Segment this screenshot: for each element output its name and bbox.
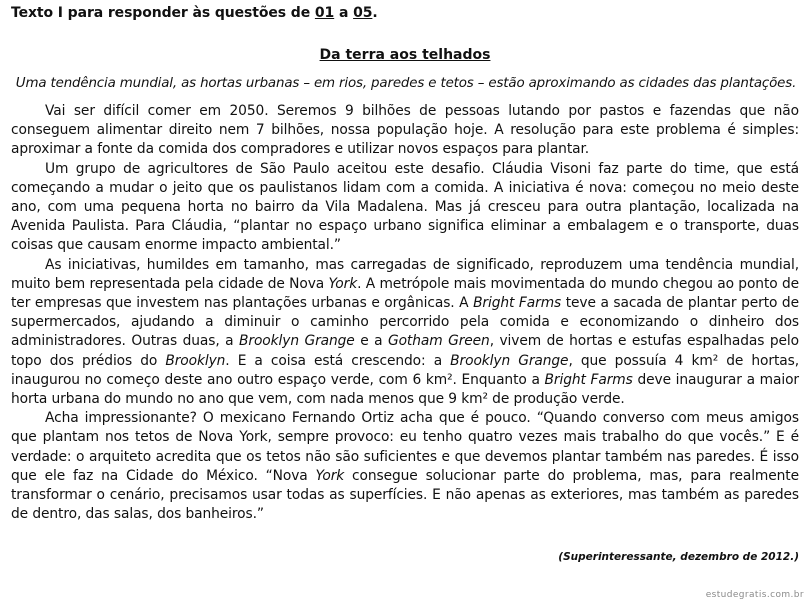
paragraph-text: . A metrópole mais movimentada do mundo chegou ao ponto de ter empresas que investem nas plantações urbanas e orgânicas. A [11,275,799,312]
paragraph-text: , vivem de hortas e estufas espalhadas pelo topo dos prédios do [11,333,800,369]
italic-term: York [328,275,358,292]
italic-term: Brooklyn [165,352,226,369]
italic-term: Bright Farms [473,295,562,312]
header-prefix: Texto I para responder às questões de [11,5,315,21]
paragraph-text: Um grupo de agricultores de São Paulo aceitou este desafio. Cláudia Visoni faz parte do time, que está começando a mudar o jeito que os paulistanos lidam com a comida. A iniciativa é nova: começou no meio deste ano, com uma pequena horta no bairro da Vila Madalena. Mas já cresceu para outra plantação, localizada na Avenida Paulista. Para Cláudia, “plantar no espaço urbano significa eliminar a embalagem e o transporte, duas coisas que causam enorme impacto ambiental.” [11,160,799,254]
italic-term: York [315,467,345,484]
article-title: Da terra aos telhados [319,47,491,63]
question-header [11,5,378,21]
header-suffix: . [372,5,378,21]
paragraph-text: e a [354,333,388,350]
italic-term: Gotham Green [388,333,490,350]
italic-term: Brooklyn Grange [450,352,569,369]
article-source: (Superinteressante, dezembro de 2012.) [558,551,799,563]
italic-term: Bright Farms [544,371,633,388]
article-subtitle: Uma tendência mundial, as hortas urbanas – em rios, paredes e tetos – estão aproximando as cidades das plantações. [15,76,797,91]
paragraph-text: consegue solucionar parte do problema, mas, para realmente transformar o cenário, precisamos usar todas as superfícies. E não apenas as exteriores, mas também as paredes de dentro, das salas, dos banheiros.” [11,467,799,523]
paragraph-text: teve a sacada de plantar perto de supermercados, ajudando a diminuir o caminho percorrido pela comida e economizando o dinheiro dos administradores. Outras duas, a [11,295,799,350]
paragraph-text: , que possuía 4 km² de hortas, inaugurou no começo deste ano outro espaço verde, com 6 km². Enquanto a [11,352,800,388]
article-paragraph [11,409,799,524]
header-connector: a [334,5,354,21]
paragraph-text: As iniciativas, humildes em tamanho, mas carregadas de significado, reproduzem uma tendência mundial, muito bem representada pela cidade de Nova [11,256,799,292]
paragraph-text: Vai ser difícil comer em 2050. Seremos 9 bilhões de pessoas lutando por pastos e fazendas que não conseguem alimentar direito nem 7 bilhões, nossa população hoje. A resolução para este problema é simples: aproximar a fonte da comida dos compradores e utilizar novos espaços para plantar. [11,103,799,158]
header-question-to: 05 [353,5,373,21]
site-watermark: estudegratis.com.br [705,590,804,600]
article-paragraph [11,102,799,160]
paragraph-text: deve inaugurar a maior horta urbana do mundo no ano que vem, com nada menos que 9 km² de produção verde. [11,371,799,408]
italic-term: Brooklyn Grange [239,333,355,350]
header-question-from: 01 [314,5,335,21]
article-paragraph [11,256,799,410]
paragraph-text: . E a coisa está crescendo: a [225,352,451,369]
paragraph-text: Acha impressionante? O mexicano Fernando Ortiz acha que é pouco. “Quando converso com meus amigos que plantam nos tetos de Nova York, sempre provoco: eu tenho quatro vezes mais trabalho do que vocês.” E é verdade: o arquiteto acredita que os tetos não são suficientes e que devemos plantar também nas paredes. É isso que ele faz na Cidade do México. “Nova [11,410,799,484]
article-paragraph [11,160,799,256]
article-body [11,102,799,524]
